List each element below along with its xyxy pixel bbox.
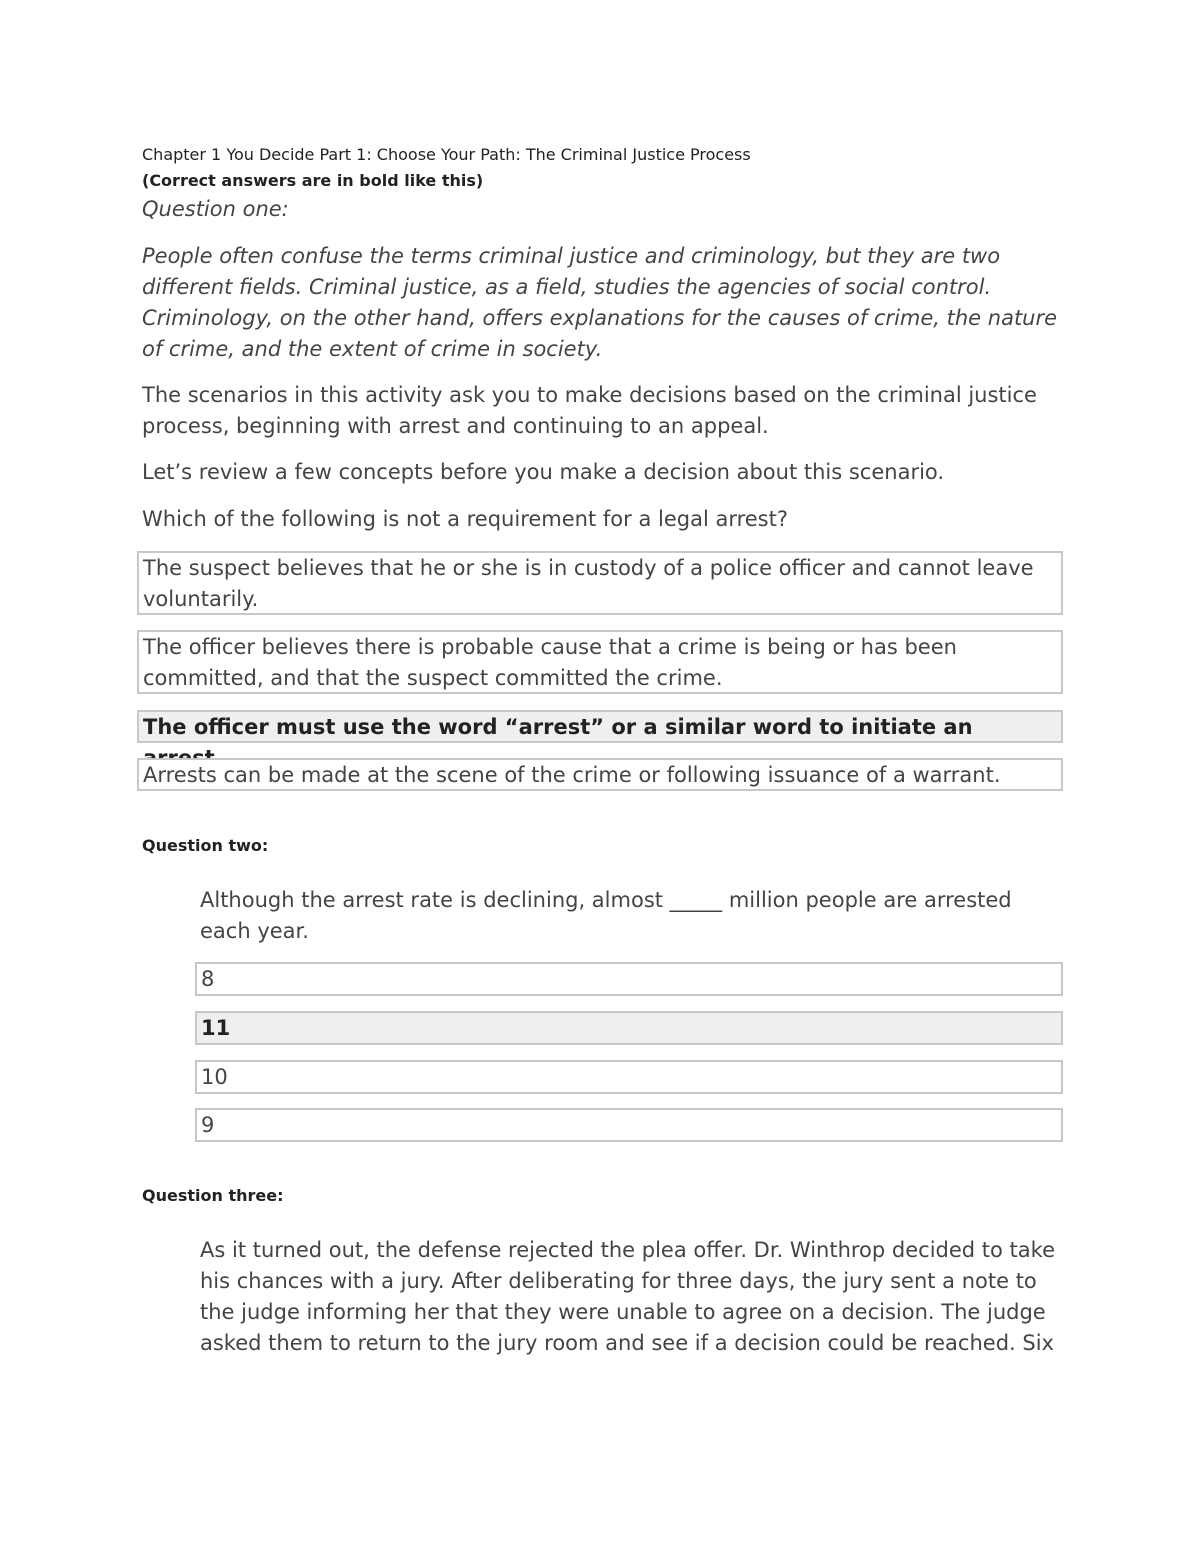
answer-key-note: (Correct answers are in bold like this): [142, 171, 484, 190]
question-two-option-4[interactable]: 9: [195, 1108, 1063, 1142]
question-two-option-1[interactable]: 8: [195, 962, 1063, 996]
question-one-option-3-correct[interactable]: The officer must use the word “arrest” or a similar word to initiate an: [137, 710, 1063, 743]
question-three-label: Question three:: [142, 1186, 284, 1205]
question-two-option-2-correct[interactable]: 11: [195, 1011, 1063, 1045]
question-three-scenario: As it turned out, the defense rejected the plea offer. Dr. Winthrop decided to take his chances with a jury. After deliberating for three days, the jury sent a note to the judge informing her that they were unable to agree on a decision. The judge asked them to return to the jury room and see if a decision could be reached. Six: [200, 1238, 1055, 1355]
question-one-prompt: Which of the following is not a requirement for a legal arrest?: [142, 507, 788, 531]
question-one-option-2[interactable]: The officer believes there is probable cause that a crime is being or has been committed, and that the suspect committed the crime.: [137, 630, 1063, 694]
scenario-paragraph: The scenarios in this activity ask you to make decisions based on the criminal justice process, beginning with arrest and continuing to an appeal.: [142, 383, 1037, 438]
question-one-option-4[interactable]: Arrests can be made at the scene of the crime or following issuance of a warrant.: [137, 758, 1063, 791]
question-two-option-3[interactable]: 10: [195, 1060, 1063, 1094]
question-two-label: Question two:: [142, 836, 269, 855]
question-two-prompt: Although the arrest rate is declining, almost _____ million people are arrested each year.: [200, 888, 1012, 943]
question-one-label: Question one:: [142, 197, 289, 221]
question-one-intro: People often confuse the terms criminal justice and criminology, but they are two different fields. Criminal justice, as a field, studies the agencies of social control. Criminology, on the other hand, offers explanations for the causes of crime, the nature of crime, and the extent of crime in society.: [142, 244, 1058, 361]
document-title: Chapter 1 You Decide Part 1: Choose Your Path: The Criminal Justice Process: [142, 145, 751, 164]
review-paragraph: Let’s review a few concepts before you make a decision about this scenario.: [142, 460, 945, 484]
question-one-option-1[interactable]: The suspect believes that he or she is in custody of a police officer and cannot leave voluntarily.: [137, 551, 1063, 615]
